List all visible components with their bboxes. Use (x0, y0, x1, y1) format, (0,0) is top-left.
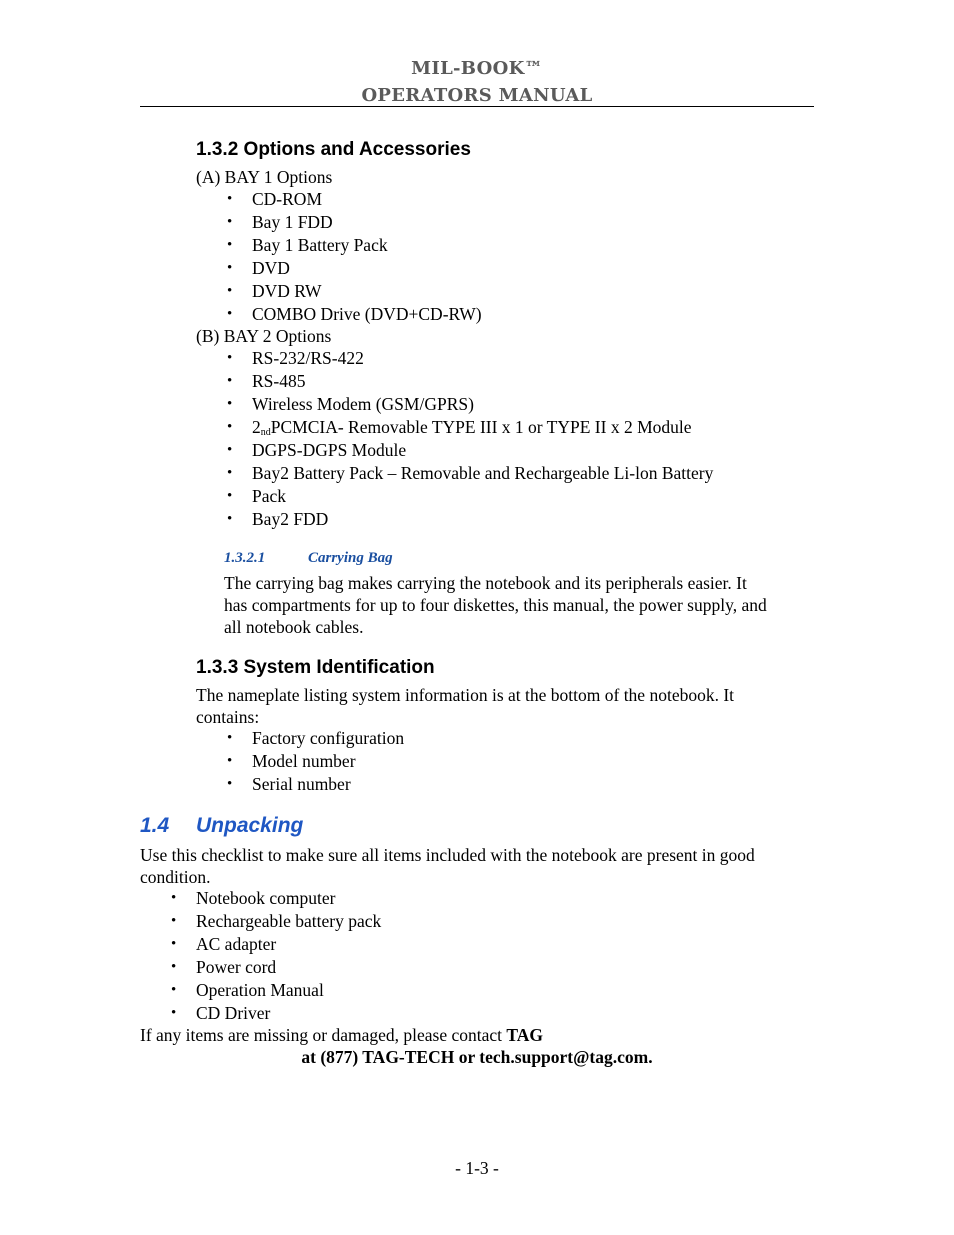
list-item: • DVD RW (227, 281, 322, 301)
bullet-icon: • (227, 283, 233, 299)
bullet-icon: • (171, 1005, 177, 1021)
bullet-icon: • (227, 465, 233, 481)
header-divider (140, 106, 814, 107)
contact-details: at (877) TAG-TECH or tech.support@tag.com. (301, 1047, 653, 1067)
section-heading-1-3-2: 1.3.2 Options and Accessories (196, 139, 471, 160)
bullet-icon: • (227, 776, 233, 792)
unpacking-paragraph (140, 844, 755, 888)
bullet-icon: • (171, 890, 177, 906)
bullet-icon: • (227, 306, 233, 322)
system-id-paragraph (196, 684, 734, 728)
bullet-icon: • (227, 488, 233, 504)
paragraph-line: The nameplate listing system information is at the bottom of the notebook. It (196, 685, 735, 705)
bullet-icon: • (227, 260, 233, 276)
system-id-list (227, 727, 405, 796)
paragraph-line: has compartments for up to four diskettes, this manual, the power supply, and (224, 595, 767, 615)
paragraph-line: Use this checklist to make sure all items included with the notebook are present in good (140, 845, 755, 865)
list-item: • Operation Manual (171, 980, 324, 1000)
bullet-icon: • (227, 214, 233, 230)
list-item: • COMBO Drive (DVD+CD-RW) (227, 304, 482, 324)
bullet-icon: • (171, 936, 177, 952)
contact-text: If any items are missing or damaged, please contact (140, 1025, 507, 1045)
section-number-1-4: 1.4 (140, 814, 170, 837)
list-item: • DGPS-DGPS Module (227, 440, 407, 460)
list-item: • CD Driver (171, 1003, 271, 1023)
bullet-icon: • (227, 373, 233, 389)
bay2-list (227, 347, 714, 531)
list-item: • Pack (227, 486, 287, 506)
header-subtitle: OPERATORS MANUAL (361, 85, 593, 106)
contact-line (140, 1024, 543, 1046)
paragraph-line: The carrying bag makes carrying the notebook and its peripherals easier. It (224, 573, 747, 593)
paragraph-line: condition. (140, 867, 211, 887)
bullet-icon: • (171, 982, 177, 998)
paragraph-line: all notebook cables. (224, 617, 364, 637)
subsection-number-1-3-2-1: 1.3.2.1 (224, 550, 266, 566)
section-title-unpacking: Unpacking (196, 814, 304, 837)
list-item: • Bay2 Battery Pack – Removable and Rechargeable Li-lon Battery (227, 463, 714, 483)
bullet-icon: • (227, 511, 233, 527)
page-number: - 1-3 - (455, 1158, 499, 1178)
bullet-icon: • (227, 442, 233, 458)
list-item: • Rechargeable battery pack (171, 911, 382, 931)
list-item: • Factory configuration (227, 728, 405, 748)
list-item: • Serial number (227, 774, 351, 794)
list-item: • Bay 1 FDD (227, 212, 333, 232)
bullet-icon: • (227, 419, 233, 435)
header-title: MIL-BOOK™ (411, 58, 543, 79)
list-item: • RS-232/RS-422 (227, 348, 364, 368)
contact-company: TAG (506, 1025, 544, 1045)
list-item: • Wireless Modem (GSM/GPRS) (227, 394, 474, 414)
unpacking-checklist (171, 887, 382, 1025)
bullet-icon: • (171, 959, 177, 975)
section-heading-1-3-3: 1.3.3 System Identification (196, 657, 435, 678)
list-item: • Notebook computer (171, 888, 336, 908)
list-item: • Bay 1 Battery Pack (227, 235, 388, 255)
carrying-bag-paragraph (224, 572, 767, 638)
document-header (140, 55, 814, 109)
list-item: • Power cord (171, 957, 277, 977)
bay1-label: (A) BAY 1 Options (196, 167, 333, 187)
list-item: • DVD (227, 258, 290, 278)
list-item: • CD-ROM (227, 189, 323, 209)
list-item: • Bay2 FDD (227, 509, 329, 529)
bullet-icon: • (171, 913, 177, 929)
list-item: • $2_{nd}PCMCIA-$ Removable TYPE III x 1 or TYPE II x 2 Module (227, 417, 692, 438)
bullet-icon: • (227, 350, 233, 366)
bullet-icon: • (227, 730, 233, 746)
bay1-list (227, 188, 482, 326)
subsection-title-carrying-bag: Carrying Bag (308, 550, 393, 566)
list-item: • AC adapter (171, 934, 277, 954)
paragraph-line: contains: (196, 707, 260, 727)
bullet-icon: • (227, 753, 233, 769)
bullet-icon: • (227, 191, 233, 207)
bullet-icon: • (227, 237, 233, 253)
bay2-label: (B) BAY 2 Options (196, 326, 332, 346)
list-item: • RS-485 (227, 371, 306, 391)
list-item: • Model number (227, 751, 356, 771)
bullet-icon: • (227, 396, 233, 412)
